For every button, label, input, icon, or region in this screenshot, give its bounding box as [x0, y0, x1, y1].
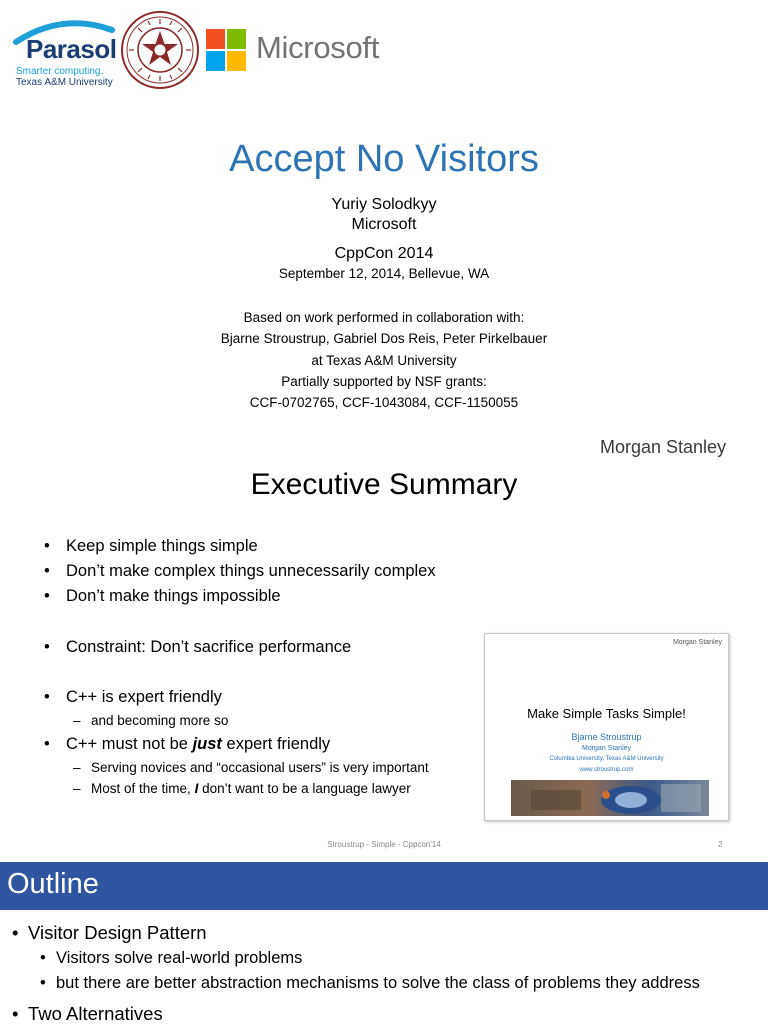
- machine-photo-icon: [511, 780, 709, 816]
- summary-sub-bullet: – Most of the time, I don’t want to be a language lawyer: [73, 781, 411, 796]
- collaboration-line: at Texas A&M University: [311, 353, 457, 368]
- thumbnail-org: Morgan Stanley: [581, 745, 632, 752]
- parasol-wordmark: Parasol: [26, 34, 117, 64]
- thumbnail-logo: Morgan Stanley: [672, 639, 722, 646]
- outline-bullet: • Visitor Design Pattern: [12, 922, 207, 943]
- parasol-logo: [12, 16, 120, 86]
- page-number: 2: [718, 840, 723, 849]
- summary-sub-bullet: – and becoming more so: [73, 713, 229, 728]
- outline-title: Outline: [7, 868, 99, 900]
- tamu-seal-icon: [120, 10, 200, 90]
- conference-date: September 12, 2014, Bellevue, WA: [278, 266, 490, 281]
- slide-title: Accept No Visitors: [229, 138, 539, 180]
- thumbnail-title: Make Simple Tasks Simple!: [527, 706, 686, 721]
- conference-name: CppCon 2014: [334, 245, 434, 262]
- outline-bullet: • Two Alternatives: [12, 1003, 163, 1024]
- summary-bullet: • C++ must not be just expert friendly: [44, 735, 331, 753]
- parasol-university: Texas A&M University: [16, 77, 113, 88]
- collaboration-line: Based on work performed in collaboration with:: [243, 310, 525, 325]
- author-company: Microsoft: [351, 216, 417, 233]
- thumbnail-author: Bjarne Stroustrup: [571, 732, 642, 742]
- collaboration-line: Bjarne Stroustrup, Gabriel Dos Reis, Peter Pirkelbauer: [220, 331, 548, 346]
- executive-summary-title: Executive Summary: [250, 468, 518, 501]
- summary-bullet: • Keep simple things simple: [44, 537, 258, 555]
- collaboration-line: CCF-0702765, CCF-1043084, CCF-1150055: [249, 395, 519, 410]
- outline-sub-bullet: • but there are better abstraction mechanisms to solve the class of problems they address: [40, 974, 700, 992]
- slide-thumbnail: [484, 633, 729, 821]
- outline-header-bar: [0, 862, 768, 910]
- author-name: Yuriy Solodkyy: [331, 196, 437, 213]
- morgan-stanley-logo: Morgan Stanley: [600, 437, 727, 457]
- collaboration-line: Partially supported by NSF grants:: [281, 374, 487, 389]
- summary-bullet: • Don’t make complex things unnecessarily complex: [44, 562, 436, 580]
- outline-sub-bullet: • Visitors solve real-world problems: [40, 949, 303, 967]
- summary-bullet: • C++ is expert friendly: [44, 688, 222, 706]
- summary-bullet: • Constraint: Don’t sacrifice performance: [44, 638, 352, 656]
- slide-footer: Stroustrup - Simple - Cppcon'14: [327, 840, 441, 849]
- thumbnail-url: www.stroustrup.com: [579, 767, 634, 773]
- thumbnail-affiliation: Columbia University, Texas A&M University: [549, 756, 664, 762]
- parasol-tagline: Smarter computing.: [16, 66, 104, 77]
- microsoft-logo-icon: [206, 29, 246, 71]
- summary-bullet: • Don’t make things impossible: [44, 587, 281, 605]
- summary-sub-bullet: – Serving novices and “occasional users” is very important: [73, 760, 429, 775]
- microsoft-wordmark: Microsoft: [256, 30, 380, 65]
